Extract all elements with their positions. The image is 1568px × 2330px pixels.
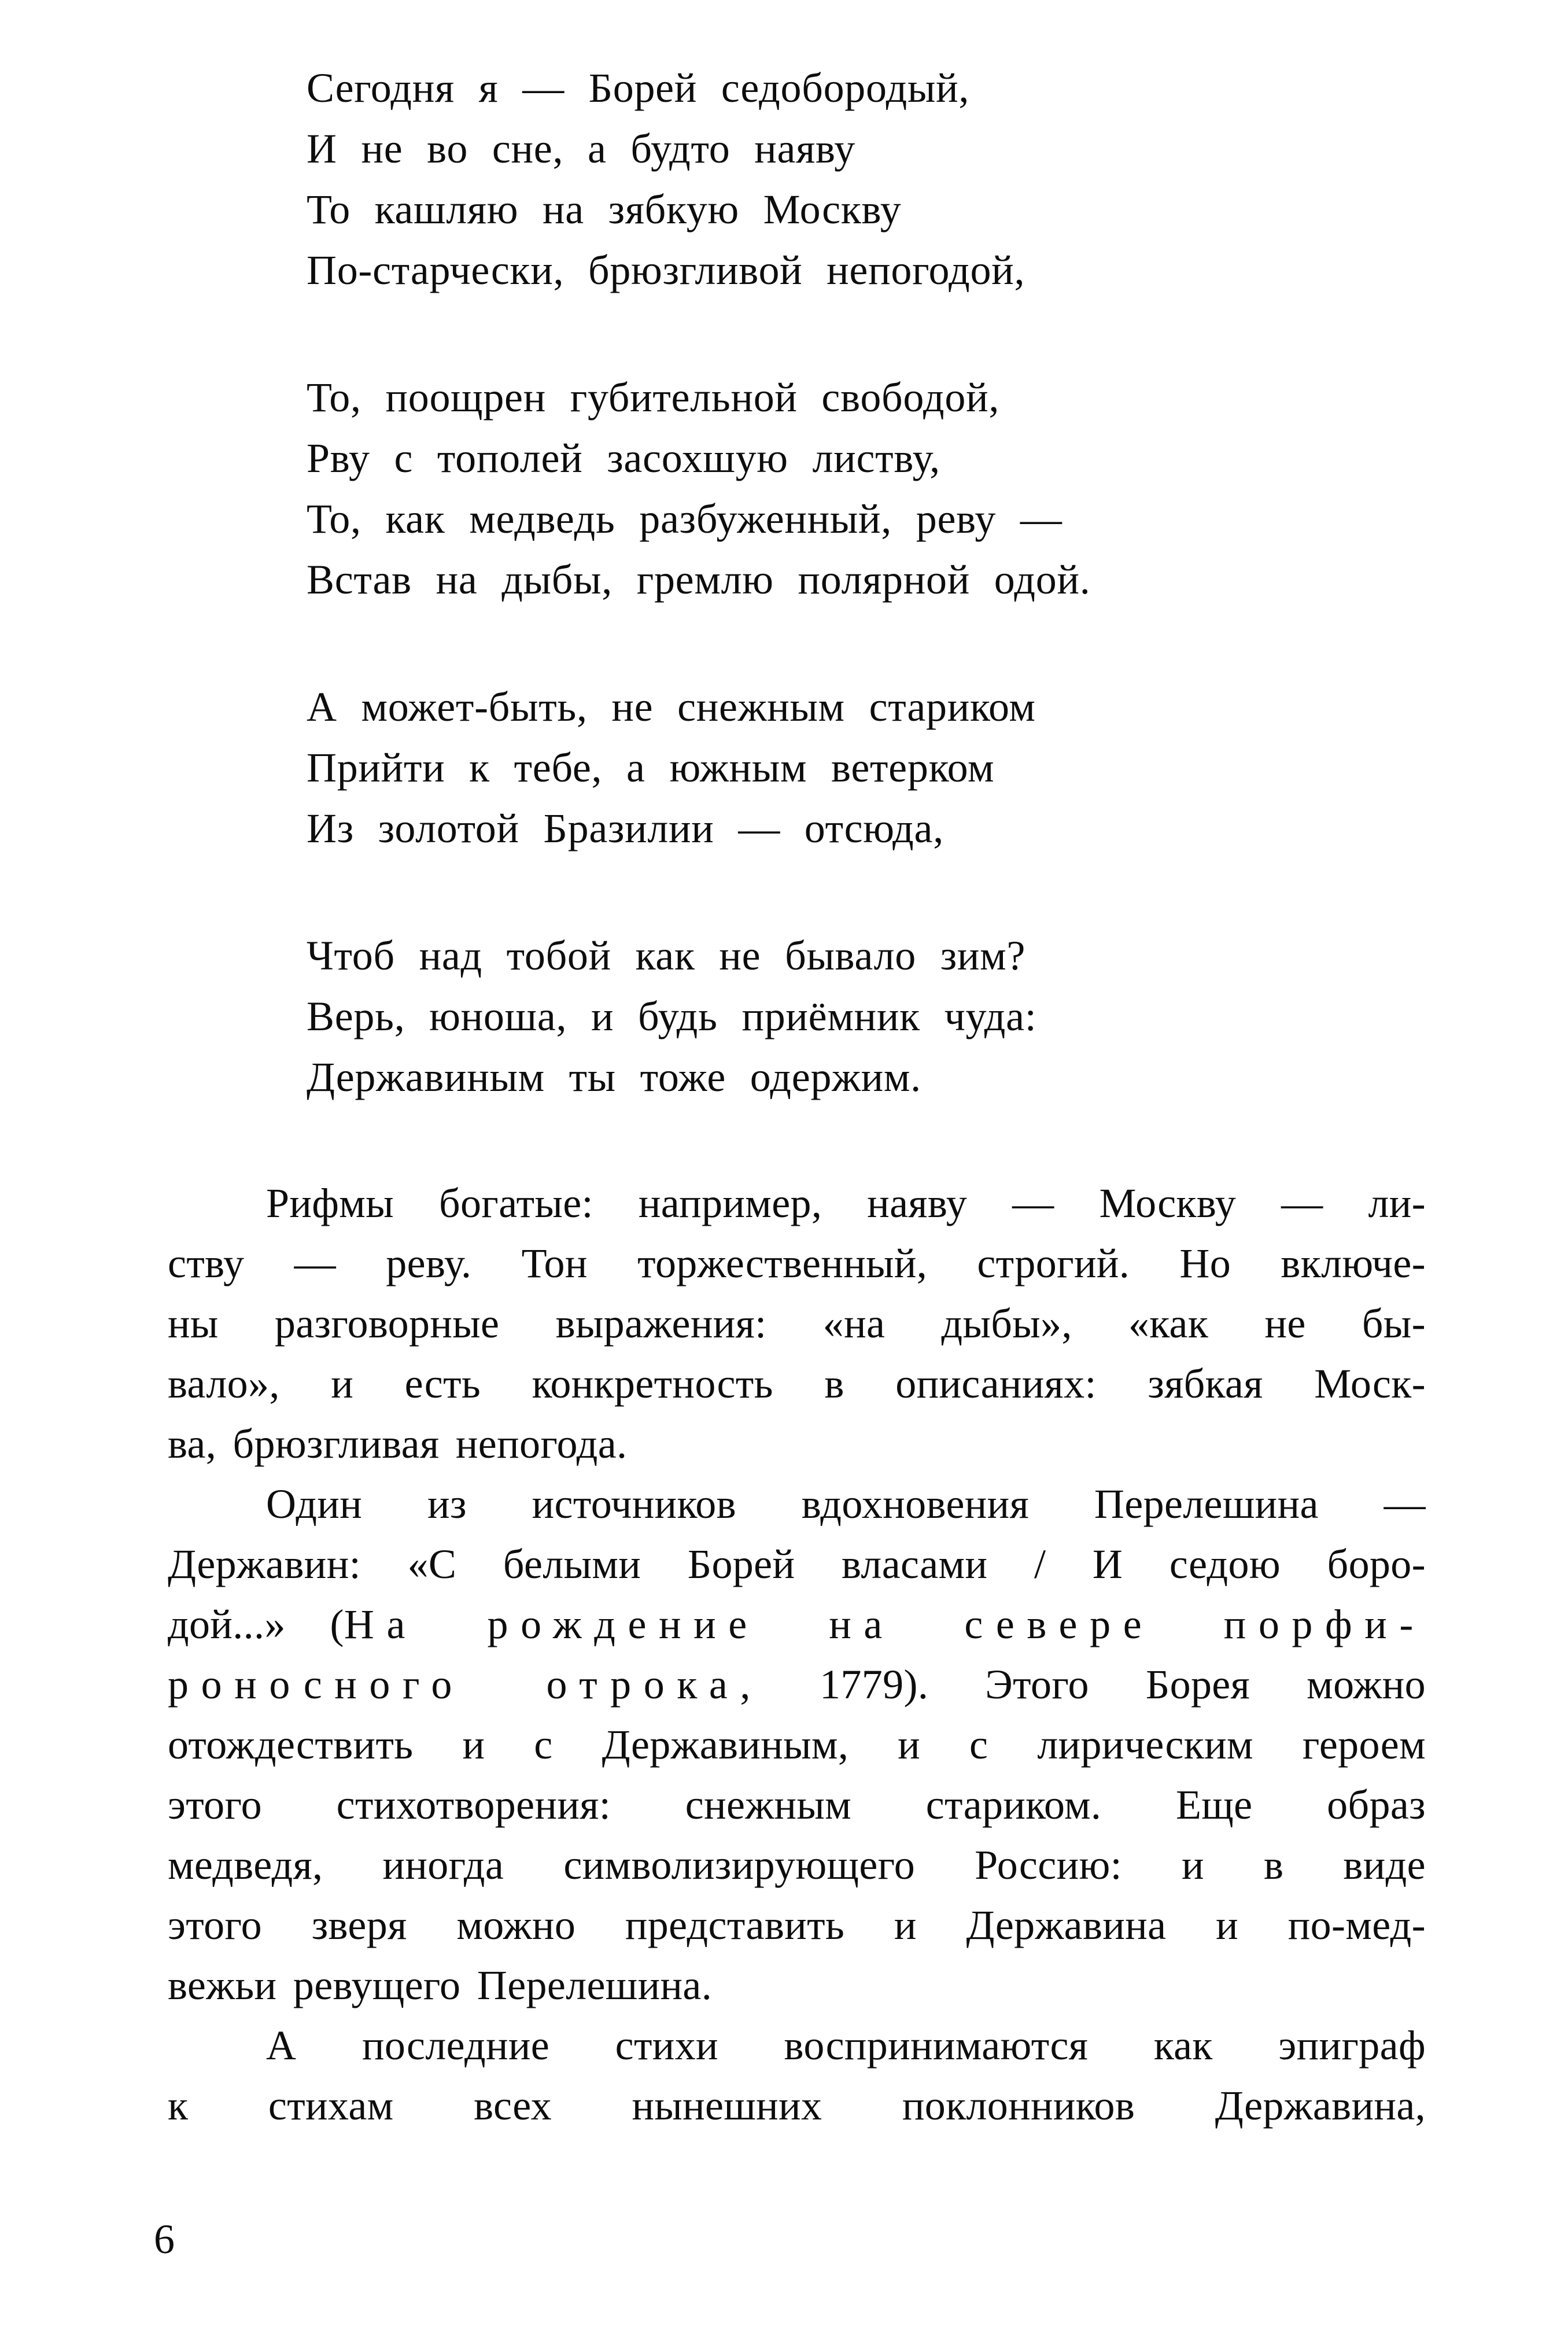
prose-line: к стихам всех нынешних поклонников Державина,: [168, 2082, 1426, 2129]
prose-line: ству — реву. Тон торжественный, строгий. Но включе-: [168, 1240, 1426, 1286]
poem-line: То, поощрен губительной свободой,: [307, 374, 1000, 421]
poem-line: Встав на дыбы, гремлю полярной одой.: [307, 556, 1091, 603]
poem-line: Прийти к тебе, а южным ветерком: [307, 744, 995, 791]
prose-paragraph: [168, 1173, 1426, 1474]
prose-paragraph: [168, 2015, 1426, 2136]
prose-line: [168, 1654, 1426, 1715]
prose-line: ны разговорные выражения: «на дыбы», «как не бы-: [168, 1300, 1426, 1347]
poem-line: Сегодня я — Борей седобородый,: [307, 65, 970, 111]
prose-line: [168, 1594, 1426, 1654]
poem-line: Державиным ты тоже одержим.: [307, 1054, 921, 1100]
prose-line: этого стихотворения: снежным стариком. Еще образ: [168, 1782, 1426, 1828]
poem-line: По-старчески, брюзгливой непогодой,: [307, 247, 1025, 293]
prose-line: ва, брюзгливая непогода.: [168, 1421, 628, 1467]
prose-block: [168, 1173, 1426, 2136]
prose-line: отождествить и с Державиным, и с лирическим героем: [168, 1721, 1426, 1768]
poem-line: И не во сне, а будто наяву: [307, 126, 855, 172]
prose-line: этого зверя можно представить и Державина и по-мед-: [168, 1902, 1426, 1948]
prose-segment: 1779). Этого Борея можно: [763, 1661, 1426, 1708]
poem-line: То, как медведь разбуженный, реву —: [307, 496, 1062, 542]
prose-line: Державин: «С белыми Борей власами / И седою боро-: [168, 1541, 1426, 1587]
prose-line: А последние стихи воспринимаются как эпиграф: [266, 2022, 1426, 2069]
poem-line: А может-быть, не снежным стариком: [307, 684, 1036, 730]
prose-segment: дой...» (: [168, 1601, 344, 1647]
prose-segment-letterspaced: На рождение на севере порфи-: [344, 1601, 1426, 1647]
poem-stanza: [307, 367, 1290, 610]
poem-stanza: [307, 677, 1290, 859]
poem-line: Из золотой Бразилии — отсюда,: [307, 805, 944, 851]
prose-line: Один из источников вдохновения Перелешина —: [266, 1481, 1426, 1527]
poem-stanza: [307, 926, 1290, 1108]
poem-line: Верь, юноша, и будь приёмник чуда:: [307, 993, 1037, 1039]
poem-line: Рву с тополей засохшую листву,: [307, 435, 940, 481]
page-number: 6: [154, 2216, 175, 2262]
prose-segment-letterspaced: роносного отрока,: [168, 1661, 763, 1708]
poem-block: [307, 58, 1290, 1108]
prose-line: медведя, иногда символизирующего Россию: и в виде: [168, 1842, 1426, 1888]
poem-line: То кашляю на зябкую Москву: [307, 186, 902, 233]
poem-stanza: [307, 58, 1290, 301]
prose-line: вало», и есть конкретность в описаниях: зябкая Моск-: [168, 1361, 1426, 1407]
prose-line: вежьи ревущего Перелешина.: [168, 1962, 713, 2008]
prose-line: Рифмы богатые: например, наяву — Москву — ли-: [266, 1180, 1426, 1226]
poem-line: Чтоб над тобой как не бывало зим?: [307, 932, 1026, 979]
prose-paragraph: [168, 1474, 1426, 2015]
